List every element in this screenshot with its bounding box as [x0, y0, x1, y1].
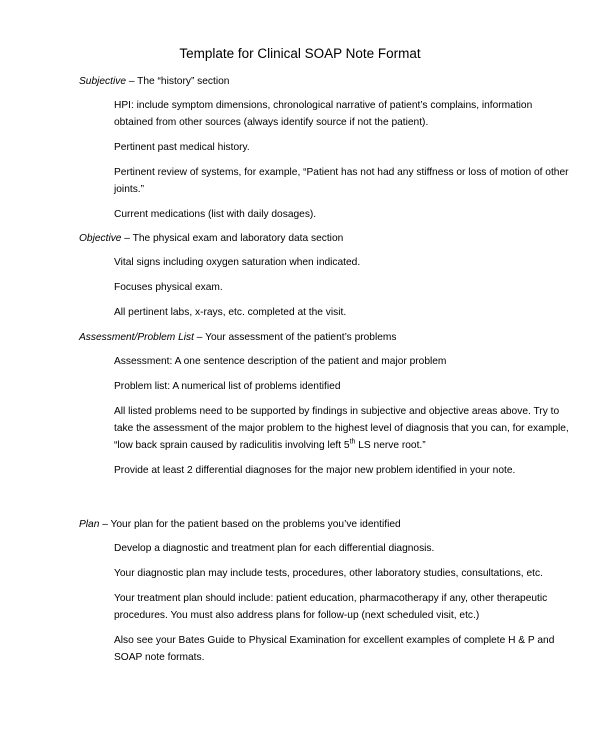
section-plan — [79, 516, 569, 666]
list-item: Current medications (list with daily dosages). — [114, 209, 317, 220]
section-subjective — [79, 73, 569, 223]
section-description: – Your plan for the patient based on the problems you’ve identified — [99, 519, 401, 530]
ordinal-suffix: th — [349, 438, 356, 446]
list-item: Focuses physical exam. — [114, 282, 223, 293]
section-label: Objective — [79, 233, 122, 244]
list-item: Vital signs including oxygen saturation when indicated. — [114, 257, 361, 268]
section-heading — [79, 230, 569, 247]
list-item: Your treatment plan should include: patient education, pharmacotherapy if any, other therapeutic procedures. You must also address plans for follow-up (next scheduled visit, etc.) — [114, 593, 548, 621]
section-heading — [79, 73, 569, 90]
section-heading — [79, 329, 569, 346]
section-assessment — [79, 329, 569, 479]
page-title: Template for Clinical SOAP Note Format — [179, 46, 421, 61]
list-item: Also see your Bates Guide to Physical Examination for excellent examples of complete H & P and SOAP note formats. — [114, 635, 555, 663]
list-item: Assessment: A one sentence description of the patient and major problem — [114, 356, 447, 367]
section-label: Assessment/Problem List — [79, 332, 194, 343]
list-item: Develop a diagnostic and treatment plan for each differential diagnosis. — [114, 543, 435, 554]
item-text: All listed problems need to be supported by findings in subjective and objective areas above. Try to take the assessment of the major problem to the highest level of diagnosis that you can, for example, “low back sprain caused by radiculitis involving left 5 — [114, 406, 569, 451]
section-objective — [79, 230, 569, 321]
section-heading — [79, 516, 569, 533]
list-item: Pertinent past medical history. — [114, 142, 250, 153]
list-item: All pertinent labs, x-rays, etc. completed at the visit. — [114, 307, 347, 318]
section-label: Subjective — [79, 76, 127, 87]
list-item: Provide at least 2 differential diagnoses for the major new problem identified in your note. — [114, 465, 516, 476]
list-item: HPI: include symptom dimensions, chronological narrative of patient’s complains, information obtained from other sources (always identify source if not the patient). — [114, 100, 533, 128]
section-label: Plan — [79, 519, 100, 530]
section-description: – Your assessment of the patient’s problems — [193, 332, 397, 343]
list-item: Pertinent review of systems, for example, “Patient has not had any stiffness or loss of motion of other joints.” — [114, 167, 569, 195]
section-description: – The “history” section — [126, 76, 230, 87]
list-item: Problem list: A numerical list of problems identified — [114, 381, 341, 392]
section-description: – The physical exam and laboratory data section — [121, 233, 344, 244]
item-text: LS nerve root.” — [355, 440, 426, 451]
list-item — [114, 403, 569, 454]
list-item: Your diagnostic plan may include tests, procedures, other laboratory studies, consultations, etc. — [114, 568, 543, 579]
